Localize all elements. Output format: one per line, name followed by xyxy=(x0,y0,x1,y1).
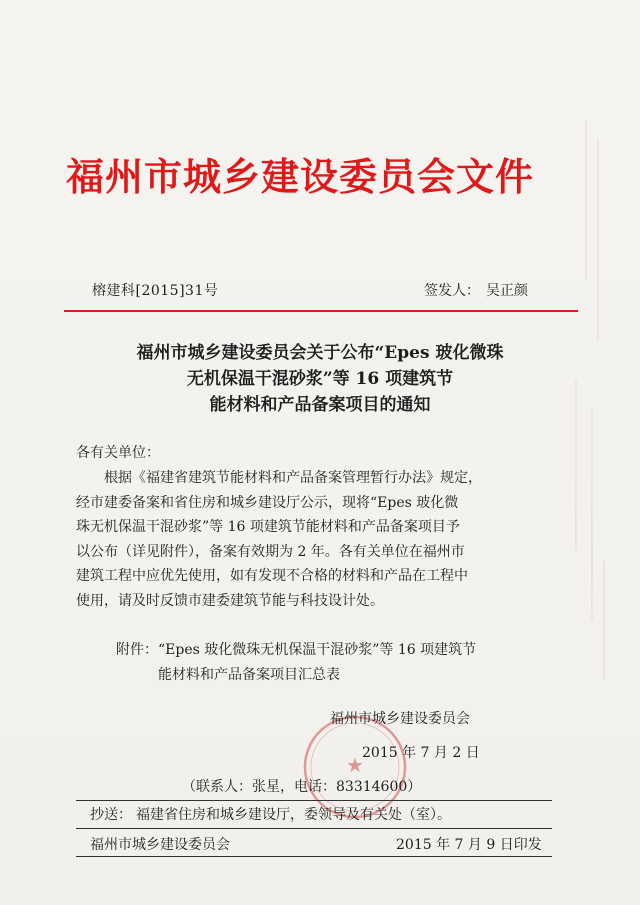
body-line: 根据《福建省建筑节能材料和产品备案管理暂行办法》规定， xyxy=(104,470,482,486)
body-paragraph xyxy=(76,466,576,613)
footer-bottom-rule xyxy=(76,856,552,857)
body-line: 建筑工程中应优先使用，如有发现不合格的材料和产品在工程中 xyxy=(76,568,468,584)
svg-text:★: ★ xyxy=(346,753,364,777)
attachment-line: 附件：“Epes 玻化微珠无机保温干混砂浆”等 16 项建筑节 xyxy=(116,642,477,658)
body-line: 经市建委备案和省住房和城乡建设厅公示，现将“Epes 玻化微 xyxy=(76,494,459,511)
footer-top-rule xyxy=(76,800,552,801)
signer-label: 签发人： xyxy=(424,283,480,299)
footer-issue-date: 2015 年 7 月 9 日印发 xyxy=(396,837,542,853)
cc-label: 抄送： xyxy=(90,807,132,823)
attachment-line: 能材料和产品备案项目汇总表 xyxy=(158,666,340,683)
footer-issuer: 福州市城乡建设委员会 xyxy=(90,837,230,853)
salutation: 各有关单位： xyxy=(76,445,160,461)
document-number: 榕建科[2015]31号 xyxy=(92,283,219,299)
body-line: 使用，请及时反馈市建委建筑节能与科技设计处。 xyxy=(76,592,384,609)
notice-title xyxy=(70,340,570,418)
body-line: 珠无机保温干混砂浆”等 16 项建筑节能材料和产品备案项目予 xyxy=(76,519,460,535)
cc-line xyxy=(90,804,451,824)
notice-title-line: 能材料和产品备案项目的通知 xyxy=(209,395,431,415)
body-line: 以公布（详见附件），备案有效期为 2 年。各有关单位在福州市 xyxy=(76,543,465,560)
signature-organization: 福州市城乡建设委员会 xyxy=(330,711,470,727)
cc-recipients: 福建省住房和城乡建设厅，委领导及有关处（室）。 xyxy=(136,807,451,823)
header-red-divider xyxy=(64,310,578,312)
signer-block xyxy=(424,280,528,300)
attachment-note xyxy=(116,638,576,687)
signer-name: 吴正颜 xyxy=(486,283,528,299)
signature-date: 2015 年 7 月 2 日 xyxy=(362,745,480,761)
contact-info: （联系人：张星，电话：83314600） xyxy=(182,779,422,795)
notice-title-line: 福州市城乡建设委员会关于公布“Epes 玻化微珠 xyxy=(136,343,504,363)
document-header-title: 福州市城乡建设委员会文件 xyxy=(66,154,535,199)
notice-title-line: 无机保温干混砂浆”等 16 项建筑节 xyxy=(186,369,454,389)
footer-middle-rule xyxy=(76,828,552,829)
